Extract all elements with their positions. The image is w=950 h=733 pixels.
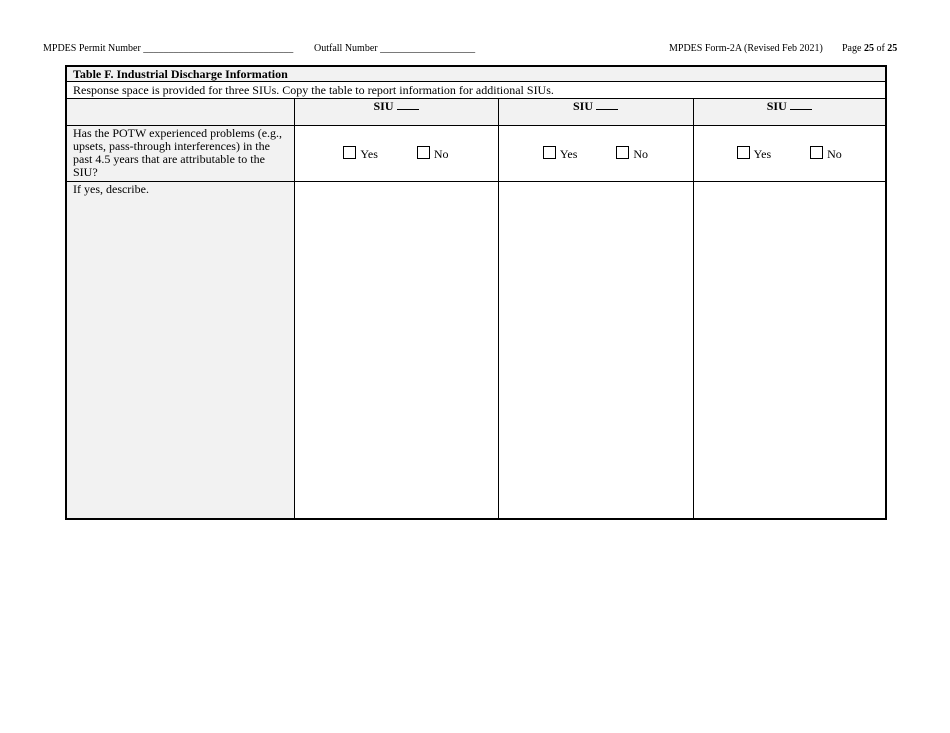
siu-2-yes-option[interactable]: Yes xyxy=(543,146,577,162)
describe-label: If yes, describe. xyxy=(66,182,294,520)
siu-column-1: SIU xyxy=(294,99,498,126)
siu-1-no-option[interactable]: No xyxy=(417,146,449,162)
siu-1-problems-options xyxy=(294,126,498,182)
siu-3-no-option[interactable]: No xyxy=(810,146,842,162)
siu-1-no-checkbox[interactable] xyxy=(417,146,430,159)
page-current: 25 xyxy=(863,43,874,54)
siu-2-number-field[interactable] xyxy=(596,99,618,110)
siu-3-yes-checkbox[interactable] xyxy=(737,146,750,159)
siu-2-no-option[interactable]: No xyxy=(616,146,648,162)
siu-header-blank xyxy=(66,99,294,126)
siu-3-problems-options xyxy=(693,126,886,182)
siu-1-number-field[interactable] xyxy=(397,99,419,110)
industrial-discharge-table xyxy=(65,65,887,520)
siu-1-yes-option[interactable]: Yes xyxy=(343,146,377,162)
siu-2-problems-options xyxy=(498,126,693,182)
permit-number-label: MPDES Permit Number ______________________________ xyxy=(43,43,294,54)
siu-3-description-field[interactable] xyxy=(693,182,886,520)
siu-column-3: SIU xyxy=(693,99,886,126)
siu-2-yes-checkbox[interactable] xyxy=(543,146,556,159)
form-revision-label: MPDES Form-2A (Revised Feb 2021) xyxy=(669,43,823,54)
siu-3-no-checkbox[interactable] xyxy=(810,146,823,159)
siu-column-2: SIU xyxy=(498,99,693,126)
siu-3-yes-option[interactable]: Yes xyxy=(737,146,771,162)
outfall-number-label: Outfall Number ___________________ xyxy=(314,43,476,54)
page-total: 25 xyxy=(887,43,898,54)
siu-2-no-checkbox[interactable] xyxy=(616,146,629,159)
table-note: Response space is provided for three SIUs. Copy the table to report information for additional SIUs. xyxy=(66,82,886,99)
table-title: Table F. Industrial Discharge Information xyxy=(66,66,886,82)
page-number: Page 25 of 25 xyxy=(842,43,898,54)
siu-3-number-field[interactable] xyxy=(790,99,812,110)
siu-2-description-field[interactable] xyxy=(498,182,693,520)
siu-1-description-field[interactable] xyxy=(294,182,498,520)
problems-question: Has the POTW experienced problems (e.g., upsets, pass-through interferences) in the past 4.5 years that are attributable to the SIU? xyxy=(66,126,294,182)
siu-1-yes-checkbox[interactable] xyxy=(343,146,356,159)
